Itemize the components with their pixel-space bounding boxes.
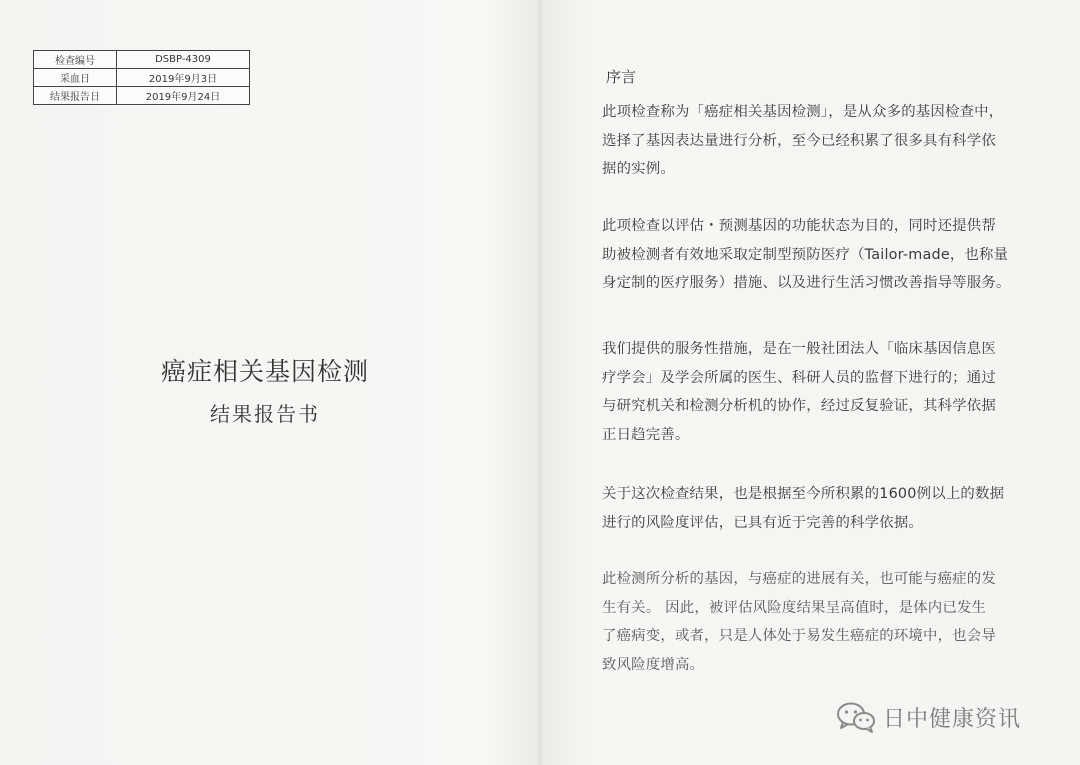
preface-paragraph (602, 565, 1042, 679)
paragraph-line: 我们提供的服务性措施，是在一般社团法人「临床基因信息医 (602, 341, 996, 357)
paragraph-line: 选择了基因表达量进行分析，至今已经积累了很多具有科学依 (602, 132, 996, 149)
preface-paragraph (602, 335, 1042, 449)
paragraph-line: 疗学会」及学会所属的医生、科研人员的监督下进行的；通过 (602, 369, 996, 386)
report-subtitle: 结果报告书 (210, 402, 320, 426)
info-label: 检查编号 (34, 51, 117, 69)
paragraph-line: 助被检测者有效地采取定制型预防医疗（Tailor-made，也称量 (602, 246, 1009, 263)
info-label: 结果报告日 (34, 87, 117, 105)
paragraph-line: 了癌病变，或者，只是人体处于易发生癌症的环境中，也会导 (602, 628, 996, 644)
paragraph-line: 致风险度增高。 (602, 656, 705, 673)
table-row (34, 51, 250, 69)
paragraph-line: 此检测所分析的基因，与癌症的进展有关，也可能与癌症的发 (602, 571, 996, 587)
paragraph-line: 生有关。 因此，被评估风险度结果呈高值时，是体内已发生 (602, 599, 987, 616)
preface-page (540, 0, 1080, 765)
table-row (34, 87, 250, 105)
info-value: 2019年9月3日 (117, 69, 250, 87)
watermark-text: 日中健康资讯 (883, 706, 1022, 732)
preface-paragraph (602, 98, 1042, 184)
report-title: 癌症相关基因检测 (160, 357, 369, 386)
paragraph-line: 此项检查以评估・预测基因的功能状态为目的，同时还提供帮 (602, 218, 996, 234)
paragraph-line: 此项检查称为「癌症相关基因检测」，是从众多的基因检查中， (602, 104, 1004, 120)
paragraph-line: 与研究机关和检测分析机的协作，经过反复验证，其科学依据 (602, 398, 996, 414)
info-value: 2019年9月24日 (117, 87, 250, 105)
table-row (34, 69, 250, 87)
info-table (33, 50, 250, 105)
paragraph-line: 进行的风险度评估，已具有近于完善的科学依据。 (602, 514, 923, 531)
preface-paragraph (602, 480, 1042, 537)
paragraph-line: 正日趋完善。 (602, 426, 690, 443)
info-value: DSBP-4309 (117, 51, 250, 69)
wechat-icon (835, 700, 877, 734)
watermark (835, 700, 1021, 734)
paragraph-line: 据的实例。 (602, 161, 675, 177)
preface-heading: 序言 (606, 68, 637, 86)
preface-paragraph (602, 212, 1042, 298)
info-label: 采血日 (34, 69, 117, 87)
paragraph-line: 关于这次检查结果，也是根据至今所积累的1600例以上的数据 (602, 486, 1005, 502)
paragraph-line: 身定制的医疗服务）措施、以及进行生活习惯改善指导等服务。 (602, 275, 1011, 291)
